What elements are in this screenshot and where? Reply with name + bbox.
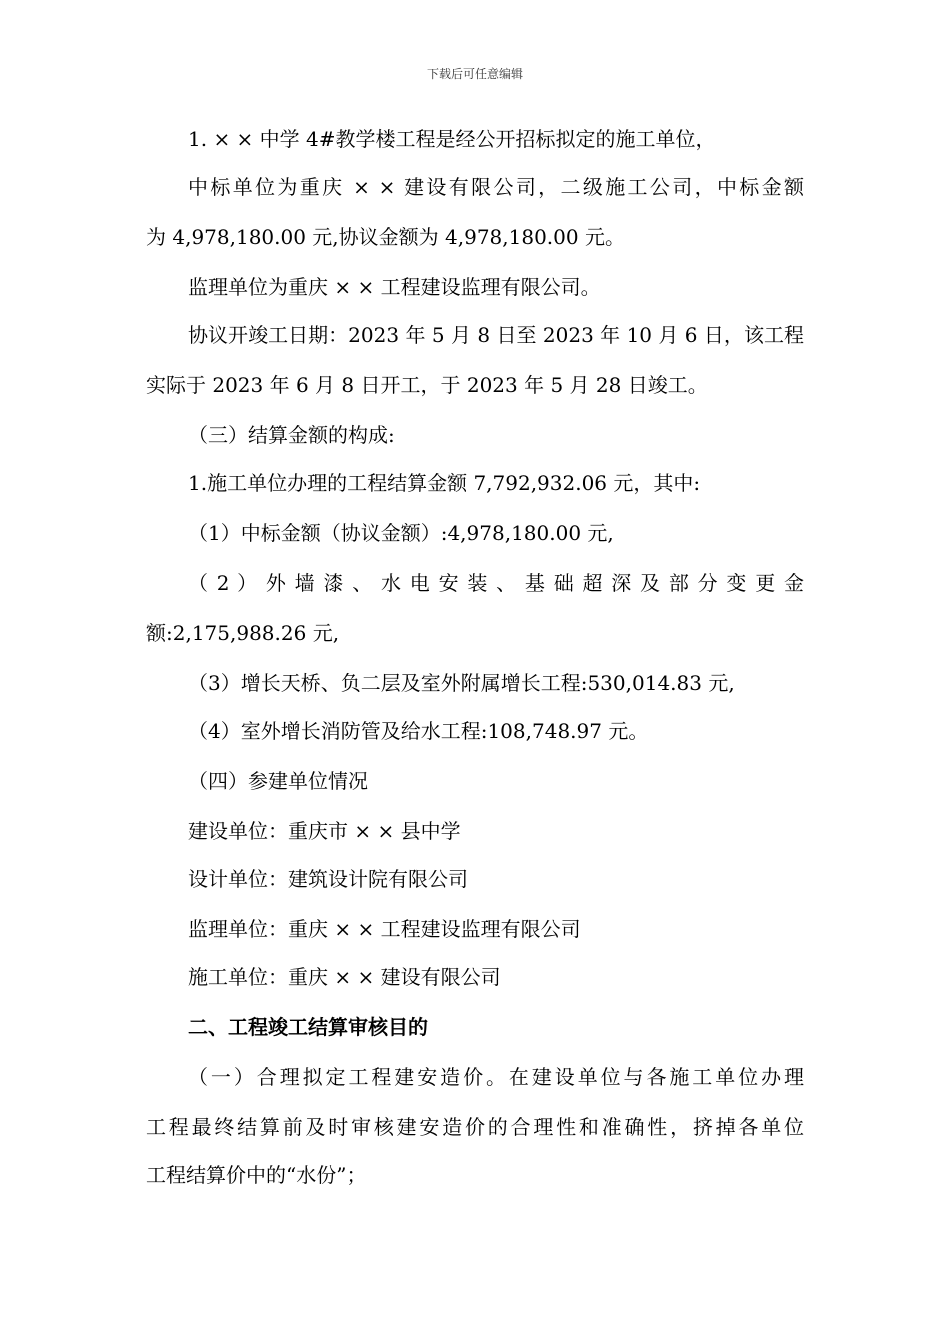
paragraph-line: 监理单位：重庆 × × 工程建设监理有限公司: [188, 917, 581, 941]
section-heading: （四）参建单位情况: [188, 769, 368, 793]
paragraph-line: （ 2 ） 外 墙 漆 、 水 电 安 装 、 基 础 超 深 及 部 分 变 更 金: [188, 571, 804, 595]
paragraph-line: 为 4,978,180.00 元,协议金额为 4,978,180.00 元。: [146, 225, 625, 249]
paragraph-line: 中标单位为重庆 × × 建设有限公司，二级施工公司，中标金额: [188, 175, 804, 199]
section-heading: （三）结算金额的构成:: [188, 423, 395, 447]
paragraph-line: 监理单位为重庆 × × 工程建设监理有限公司。: [188, 275, 601, 299]
paragraph-line: 实际于 2023 年 6 月 8 日开工，于 2023 年 5 月 28 日竣工。: [146, 373, 708, 397]
page-header-note: 下载后可任意编辑: [426, 67, 523, 81]
paragraph-line: 1.施工单位办理的工程结算金额 7,792,932.06 元，其中:: [188, 471, 701, 495]
paragraph-line: 额:2,175,988.26 元,: [146, 621, 340, 645]
section-title: 二、工程竣工结算审核目的: [188, 1015, 428, 1039]
paragraph-line: 建设单位：重庆市 × × 县中学: [188, 819, 461, 843]
paragraph-line: （3）增长天桥、负二层及室外附属增长工程:530,014.83 元,: [188, 671, 735, 695]
paragraph-line: 设计单位：建筑设计院有限公司: [188, 867, 468, 891]
paragraph-line: 工程结算价中的“水份”；: [146, 1163, 367, 1187]
paragraph-line: （1）中标金额（协议金额）:4,978,180.00 元,: [188, 521, 614, 545]
paragraph-line: 协议开竣工日期：2023 年 5 月 8 日至 2023 年 10 月 6 日，该工程: [188, 323, 804, 347]
paragraph-line: （4）室外增长消防管及给水工程:108,748.97 元。: [188, 719, 649, 743]
paragraph-line: （一）合理拟定工程建安造价。在建设单位与各施工单位办理: [188, 1065, 804, 1089]
paragraph-line: 施工单位：重庆 × × 建设有限公司: [188, 965, 501, 989]
paragraph-line: 1. × × 中学 4#教学楼工程是经公开招标拟定的施工单位，: [188, 127, 716, 151]
paragraph-line: 工程最终结算前及时审核建安造价的合理性和准确性，挤掉各单位: [146, 1115, 804, 1139]
